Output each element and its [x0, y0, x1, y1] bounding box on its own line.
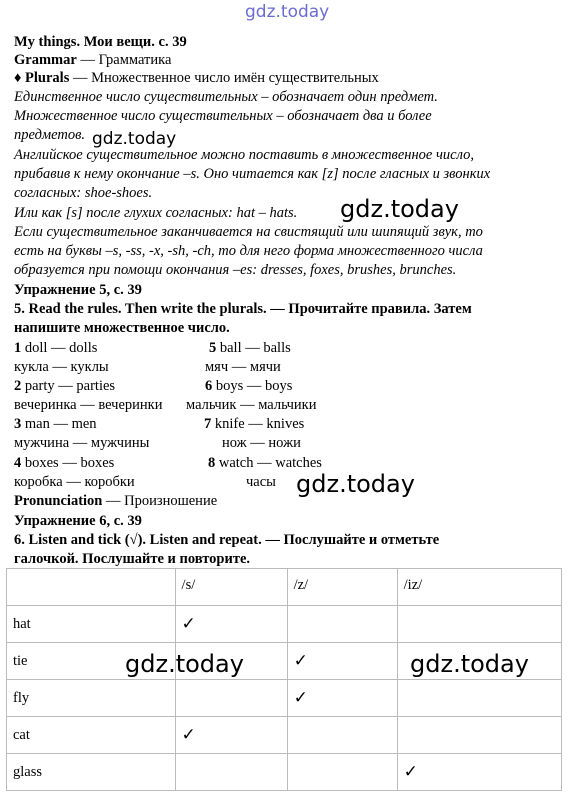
grammar-line — [14, 52, 171, 69]
tick-cell: ✓ — [397, 754, 561, 791]
item-number: 1 — [14, 340, 22, 356]
ex5-item-ru: кукла — куклы — [14, 359, 109, 375]
ex6-heading: Упражнение 6, с. 39 — [14, 513, 142, 529]
tick-cell — [287, 717, 397, 754]
table-header-cell: /iz/ — [397, 569, 561, 606]
item-number: 4 — [14, 455, 22, 471]
page-title: My things. Мои вещи. с. 39 — [14, 34, 187, 50]
rule-line: Английское существительное можно поставить в множественное число, — [14, 147, 474, 163]
tick-cell — [287, 754, 397, 791]
watermark: gdz.today — [125, 650, 244, 678]
ex5-item-ru: часы — [246, 474, 276, 490]
watermark-top: gdz.today — [245, 2, 330, 22]
plurals-line — [14, 70, 379, 87]
tick-cell — [175, 680, 287, 717]
table-row — [7, 680, 562, 717]
watermark: gdz.today — [92, 129, 177, 149]
sounds-table — [6, 568, 562, 791]
plurals-text: — Множественное число имён существительных — [69, 70, 379, 86]
item-en: watch — watches — [215, 455, 322, 471]
grammar-label: Grammar — [14, 52, 77, 68]
ex5-item-ru: коробка — коробки — [14, 474, 135, 490]
item-number: 7 — [204, 416, 212, 432]
table-row — [7, 754, 562, 791]
table-row — [7, 717, 562, 754]
item-number: 3 — [14, 416, 22, 432]
item-en: party — parties — [21, 378, 116, 394]
rule-line: образуется при помощи окончания –es: dresses, foxes, brushes, brunches. — [14, 262, 457, 278]
ex5-item-ru: мужчина — мужчины — [14, 435, 150, 451]
rule-line: есть на буквы –s, -ss, -x, -sh, -ch, то для него форма множественного числа — [14, 243, 483, 259]
item-en: boxes — boxes — [21, 455, 115, 471]
item-en: doll — dolls — [21, 340, 98, 356]
pronunciation-label: Pronunciation — [14, 493, 103, 509]
item-en: knife — knives — [211, 416, 305, 432]
word-cell: hat — [7, 606, 176, 643]
tick-cell: ✓ — [287, 643, 397, 680]
watermark: gdz.today — [410, 650, 529, 678]
ex5-item-ru: мяч — мячи — [205, 359, 281, 375]
ex5-item — [14, 455, 114, 472]
rule-line: согласных: shoe-shoes. — [14, 185, 153, 201]
tick-cell — [397, 606, 561, 643]
item-number: 6 — [205, 378, 213, 394]
ex5-task: 5. Read the rules. Then write the plurals. — Прочитайте правила. Затем — [14, 301, 472, 317]
ex5-task: напишите множественное число. — [14, 320, 230, 336]
table-header-cell: /z/ — [287, 569, 397, 606]
plurals-bullet: ♦ — [14, 70, 26, 86]
tick-cell — [287, 606, 397, 643]
ex5-item-ru: нож — ножи — [222, 435, 301, 451]
plurals-label: Plurals — [25, 70, 70, 86]
rule-line: Единственное число существительных – обозначает один предмет. — [14, 89, 438, 105]
tick-cell — [397, 680, 561, 717]
ex6-task: галочкой. Послушайте и повторите. — [14, 551, 251, 567]
tick-cell — [397, 717, 561, 754]
tick-cell: ✓ — [287, 680, 397, 717]
ex5-item — [204, 416, 304, 433]
rule-line: предметов. — [14, 127, 86, 143]
ex5-heading: Упражнение 5, с. 39 — [14, 282, 142, 298]
table-header-row — [7, 569, 562, 606]
ex5-item — [205, 378, 292, 395]
word-cell: fly — [7, 680, 176, 717]
ex5-item-ru: мальчик — мальчики — [186, 397, 317, 413]
rule-line: прибавив к нему окончание –s. Оно читается как [z] после гласных и звонких — [14, 166, 491, 182]
tick-cell — [175, 754, 287, 791]
item-en: boys — boys — [212, 378, 293, 394]
ex5-item — [14, 378, 115, 395]
word-cell: tie — [7, 643, 176, 680]
pronunciation-line — [14, 493, 217, 510]
rule-line: Если существительное заканчивается на свистящий или шипящий звук, то — [14, 224, 483, 240]
table-row — [7, 606, 562, 643]
word-cell: cat — [7, 717, 176, 754]
ex6-task: 6. Listen and tick (√). Listen and repeat. — Послушайте и отметьте — [14, 532, 440, 548]
item-number: 2 — [14, 378, 22, 394]
ex5-item — [14, 416, 97, 433]
tick-cell: ✓ — [175, 606, 287, 643]
word-cell: glass — [7, 754, 176, 791]
item-en: man — men — [21, 416, 97, 432]
watermark: gdz.today — [340, 195, 459, 223]
ex5-item-ru: вечеринка — вечеринки — [14, 397, 163, 413]
rule-line: Множественное число существительных – обозначает два и более — [14, 108, 432, 124]
watermark: gdz.today — [296, 470, 415, 498]
pronunciation-text: — Произношение — [102, 493, 218, 509]
item-number: 5 — [209, 340, 217, 356]
item-number: 8 — [208, 455, 216, 471]
item-en: ball — balls — [216, 340, 291, 356]
ex5-item — [209, 340, 291, 357]
table-header-cell: /s/ — [175, 569, 287, 606]
rule-line: Или как [s] после глухих согласных: hat – hats. — [14, 205, 298, 221]
grammar-text: — Грамматика — [76, 52, 172, 68]
table-header-cell — [7, 569, 176, 606]
ex5-item — [14, 340, 97, 357]
tick-cell: ✓ — [175, 717, 287, 754]
